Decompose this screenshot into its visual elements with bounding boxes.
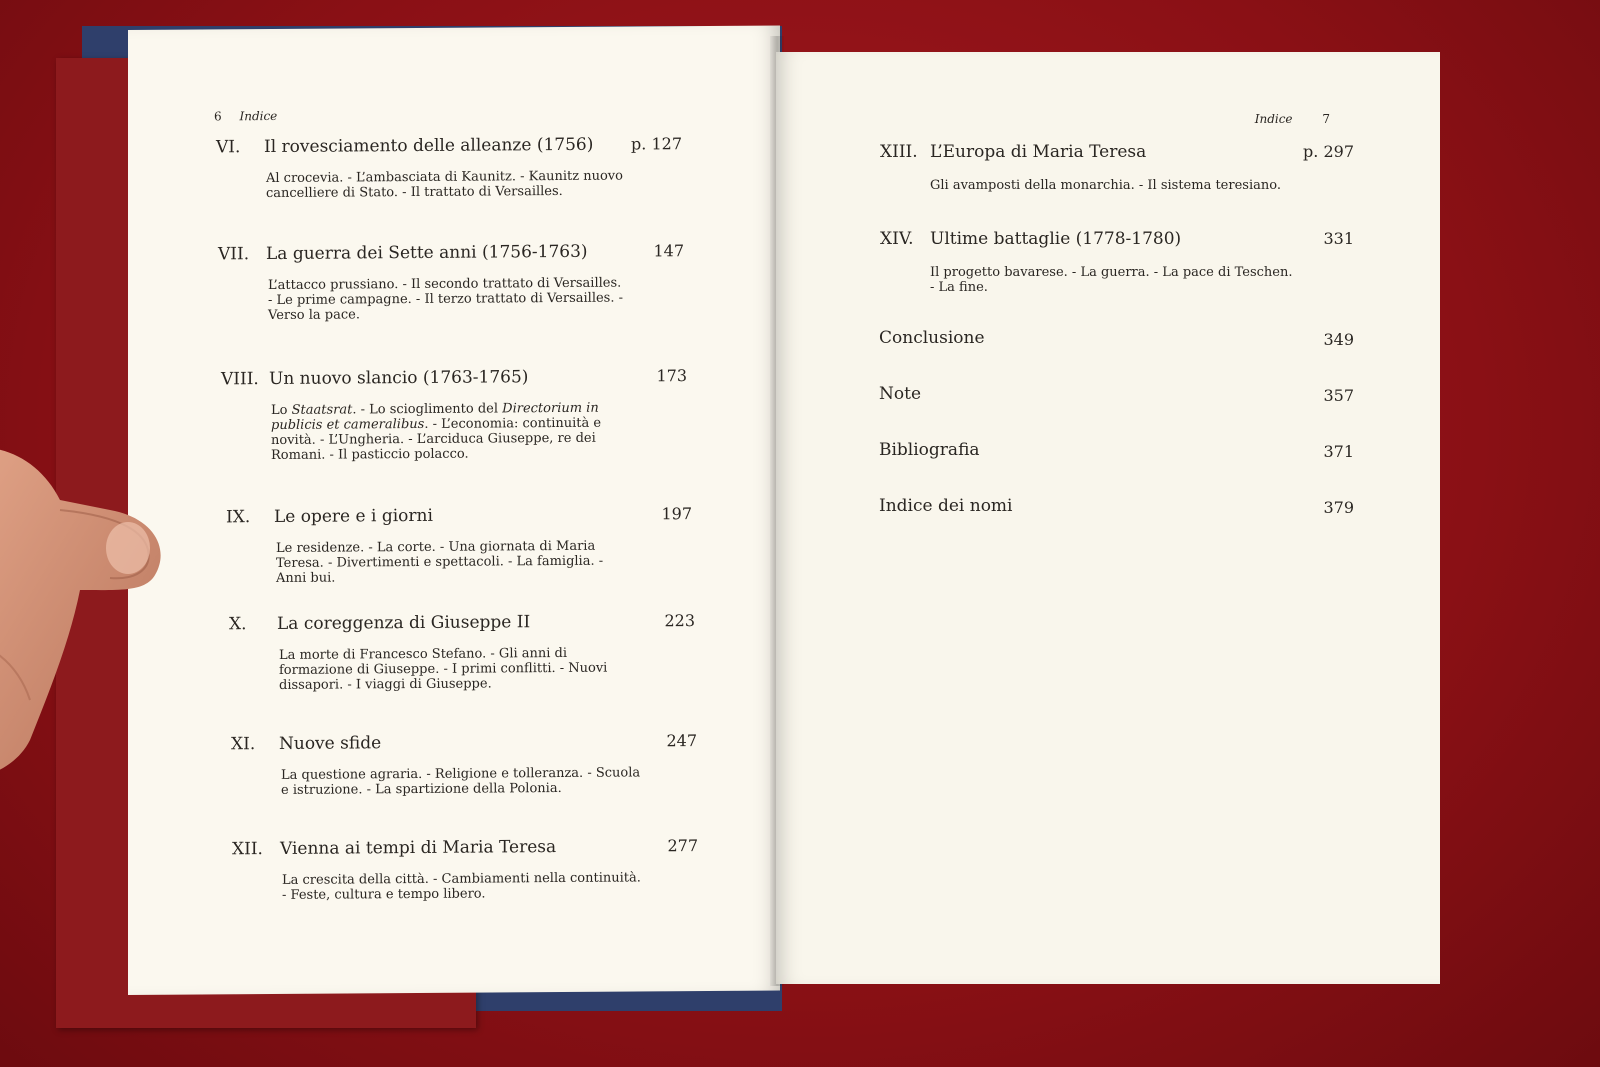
chapter-number: XI. [231,734,256,755]
left-running-head [214,109,277,123]
chapter-page: 147 [653,241,684,261]
hand-holding-book [0,440,170,780]
chapter-number: XII. [232,839,263,860]
chapter-title: Vienna ai tempi di Maria Teresa [280,837,557,859]
chapter-number: VIII. [221,369,259,390]
chapter-title: Nuove sfide [279,733,382,754]
chapter-title: Il rovesciamento delle alleanze (1756) [264,134,594,158]
chapter-title: Un nuovo slancio (1763-1765) [269,367,529,390]
chapter-number: XIII. [880,142,918,162]
chapter-title: La coreggenza di Giuseppe II [277,612,531,634]
chapter-summary: La morte di Francesco Stefano. - Gli anni di formazione di Giuseppe. - I primi conflitti. - Nuovi dissapori. - I viaggi di Giuseppe. [279,645,608,693]
chapter-number: XIV. [880,229,914,249]
chapter-page: p. 127 [631,134,682,154]
right-running-head [1255,112,1330,126]
chapter-number: VII. [218,244,250,265]
toc-bibliography: Bibliografia [879,440,980,460]
right-page [776,52,1440,984]
chapter-page: 247 [666,731,697,751]
toc-index-of-names: Indice dei nomi [879,496,1013,516]
chapter-summary: Al crocevia. - L’ambasciata di Kaunitz. - Kaunitz nuovo cancelliere di Stato. - Il trattato di Versailles. [266,168,623,202]
chapter-title: Le opere e i giorni [274,505,433,527]
toc-entry [218,241,684,334]
chapter-page: 197 [661,504,692,524]
toc-entry [229,611,695,694]
chapter-summary: La crescita della città. - Cambiamenti nella continuità. - Feste, cultura e tempo libero. [282,870,641,903]
toc-entry [226,504,692,586]
chapter-number: X. [229,614,247,635]
chapter-number: IX. [226,507,251,528]
right-running-head-title: Indice [1254,112,1293,126]
left-page-number: 6 [214,109,222,124]
toc-entry [232,836,698,909]
toc-bibliography-page: 371 [1323,442,1354,461]
chapter-title: La guerra dei Sette anni (1756-1763) [266,241,588,265]
toc-index-of-names-page: 379 [1323,498,1354,517]
toc-conclusion-page: 349 [1323,330,1354,349]
toc-entry [216,134,682,217]
chapter-page: 277 [667,836,698,856]
toc-entry [880,229,1354,299]
chapter-page: 331 [1323,229,1354,248]
right-page-number: 7 [1322,112,1330,126]
toc-entry [221,366,687,469]
left-page [128,25,780,995]
chapter-page: 223 [664,611,695,631]
toc-notes: Note [879,384,922,404]
chapter-summary: Le residenze. - La corte. - Una giornata di Maria Teresa. - Divertimenti e spettacoli. - La famiglia. - Anni bui. [276,538,604,586]
chapter-summary: L’attacco prussiano. - Il secondo trattato di Versailles. - Le prime campagne. - Il terzo trattato di Versailles. - Verso la pace. [268,275,624,324]
toc-entry [880,142,1354,202]
left-running-head-title: Indice [239,108,278,124]
chapter-page: 173 [656,366,687,386]
chapter-summary: La questione agraria. - Religione e tolleranza. - Scuola e istruzione. - La spartizione della Polonia. [281,765,641,798]
chapter-title: Ultime battaglie (1778-1780) [930,229,1182,249]
toc-notes-page: 357 [1323,386,1354,405]
toc-entry [231,731,697,804]
chapter-title: L’Europa di Maria Teresa [930,142,1147,162]
chapter-summary: Lo Staatsrat. - Lo scioglimento del Directorium in publicis et cameralibus. - L’economia: continuità e novità. - L’Ungheria. - L’arciduca Giuseppe, re dei Romani. - Il pasticcio polacco. [271,400,602,464]
chapter-number: VI. [216,137,241,158]
chapter-summary: Il progetto bavarese. - La guerra. - La pace di Teschen. - La fine. [930,265,1293,295]
chapter-page: p. 297 [1303,142,1354,161]
chapter-summary: Gli avamposti della monarchia. - Il sistema teresiano. [930,178,1281,193]
toc-conclusion: Conclusione [879,328,985,348]
